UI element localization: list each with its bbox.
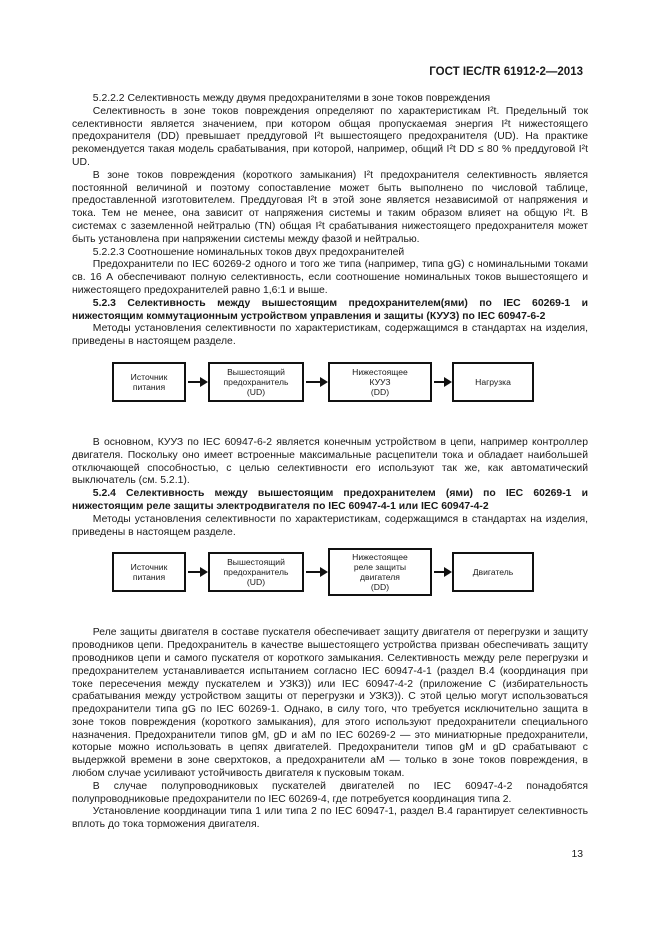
block-diagram-kuuz <box>72 357 588 427</box>
box-line: предохранитель <box>223 567 289 578</box>
main-content <box>72 93 588 832</box>
box-line: (UD) <box>246 386 266 397</box>
diagram-box-downstream-device <box>328 362 432 402</box>
box-line: питания <box>132 381 166 392</box>
arrow-icon <box>306 571 326 573</box>
box-line: Нагрузка <box>475 376 511 387</box>
diagram-box-upstream-fuse <box>208 362 304 402</box>
box-line: двигателя <box>360 572 400 583</box>
arrow-icon <box>188 381 206 383</box>
box-line: Двигатель <box>472 567 514 578</box>
paragraph: В основном, КУУЗ по IEC 60947-6-2 является конечным устройством в цепи, например контроллер двигателя. Поскольку оно имеет встроенные максимальные расцепители тока и обладает наибольшей отключающей способностью, с целью селективности его используют так же, как автоматический выключатель (см. 5.2.1). <box>72 436 588 487</box>
box-line: КУУЗ <box>369 376 391 387</box>
arrow-icon <box>188 571 206 573</box>
arrow-icon <box>434 571 450 573</box>
box-line: (DD) <box>370 386 390 397</box>
box-line: предохранитель <box>223 376 289 387</box>
box-line: питания <box>132 572 166 583</box>
paragraph: Реле защиты двигателя в составе пускателя обеспечивает защиту двигателя от перегрузки и защиту проводников цепи. Предохранитель в качестве вышестоящего устройства призван обеспечивать защиту проводников цепи и самого пускателя от короткого замыкания. Селективность между реле перегрузки и предохранителем устанавливается испытанием согласно IEC 60947-4-1 (раздел В.4 (координация при токе пересечения между пускателем и УЗКЗ)) или IEC 60947-4-2 (приложение С (избирательность срабатывания между устройством защиты от перегрузки и УЗКЗ)). С этой целью могут использоваться предохранители типа gG по IEC 60269-1. Однако, в силу того, что требуется исключительно защита в зоне токов повреждения (короткого замыкания), для этого используют предохранители специального назначения. Предохранители типов gM, gD и aM по IEC 60269-2 — это миниатюрные предохранители, которые можно использовать в цепях двигателей. Предохранители типов gM и gD срабатывают с выдержкой времени в зоне сверхтоков, а предохранители aM — только в зоне токов повреждения, в любом случае усиливают устойчивость двигателя к пусковым токам. <box>72 627 588 780</box>
box-line: реле защиты <box>353 562 407 573</box>
section-5-2-2-3-title: 5.2.2.3 Соотношение номинальных токов двух предохранителей <box>92 246 405 258</box>
arrow-icon <box>434 381 450 383</box>
document-header: ГОСТ IEC/TR 61912-2—2013 <box>429 66 583 78</box>
box-line: Вышестоящий <box>227 366 285 377</box>
paragraph: В зоне токов повреждения (короткого замыкания) I²t предохранителя селективность является постоянной величиной и поэтому сопоставление может быть выполнено по числовой таблице, предоставленной изготовителем. Преддуговая I²t в этой зоне является независимой от напряжения и тока. Тем не менее, она зависит от напряжения системы и таким образом влияет на общую I²t. В системах с заземленной нейтралью (TN) общая I²t срабатывания нижестоящего предохранителя может быть установлена при напряжении системы между фазой и нейтралью. <box>72 169 588 245</box>
box-line: Источник <box>130 562 168 573</box>
diagram-box-motor <box>452 552 534 592</box>
block-diagram-motor-relay <box>72 547 588 617</box>
paragraph: Установление координации типа 1 или типа 2 по IEC 60947-1, раздел В.4 гарантирует селективность вплоть до тока торможения двигателя. <box>72 806 588 831</box>
paragraph: В случае полупроводниковых пускателей двигателей по IEC 60947-4-2 понадобятся полупроводниковые предохранители по IEC 60269-4, где потребуется координация типа 2. <box>72 780 588 805</box>
diagram-box-downstream-relay <box>328 548 432 596</box>
box-line: Источник <box>130 371 168 382</box>
section-5-2-3-title: 5.2.3 Селективность между вышестоящим предохранителем(ями) по IEC 60269-1 и нижестоящим коммутационным устройством управления и защиты (КУУЗ) по IEC 60947-6-2 <box>72 297 588 322</box>
box-line: Нижестоящее <box>352 552 408 563</box>
diagram-box-load <box>452 362 534 402</box>
paragraph: Методы установления селективности по характеристикам, содержащимся в стандартах на изделия, приведены в настоящем разделе. <box>72 323 588 348</box>
arrow-icon <box>306 381 326 383</box>
section-5-2-2-2-title: 5.2.2.2 Селективность между двумя предохранителями в зоне токов повреждения <box>92 93 491 104</box>
paragraph: Селективность в зоне токов повреждения определяют по характеристикам I²t. Предельный ток селективности является значением, при котором общая пропускаемая энергия I²t нижестоящего предохранителя (DD) превышает преддуговой I²t вышестоящего предохранителя (UD). На практике рекомендуется такая модель срабатывания, при которой, например, общий I²t DD ≤ 80 % преддуговой I²t UD. <box>72 105 588 168</box>
diagram-box-power-source <box>112 362 186 402</box>
diagram-box-power-source <box>112 552 186 592</box>
paragraph: Методы установления селективности по характеристикам, содержащимся в стандартах на изделия, приведены в настоящем разделе. <box>72 513 588 538</box>
section-5-2-4-title: 5.2.4 Селективность между вышестоящим предохранителем (ями) по IEC 60269-1 и нижестоящим реле защиты электродвигателя по IEC 60947-4-1 или IEC 60947-4-2 <box>72 488 588 512</box>
page-number: 13 <box>571 849 583 860</box>
box-line: (DD) <box>370 582 390 593</box>
box-line: Нижестоящее <box>352 366 408 377</box>
box-line: (UD) <box>246 577 266 588</box>
paragraph: Предохранители по IEC 60269-2 одного и того же типа (например, типа gG) с номинальными токами св. 16 А обеспечивают полную селективность, если соотношение номинальных токов вышестоящего и нижестоящего предохранителей равно 1,6:1 и выше. <box>72 259 588 296</box>
diagram-box-upstream-fuse <box>208 552 304 592</box>
box-line: Вышестоящий <box>227 557 285 568</box>
